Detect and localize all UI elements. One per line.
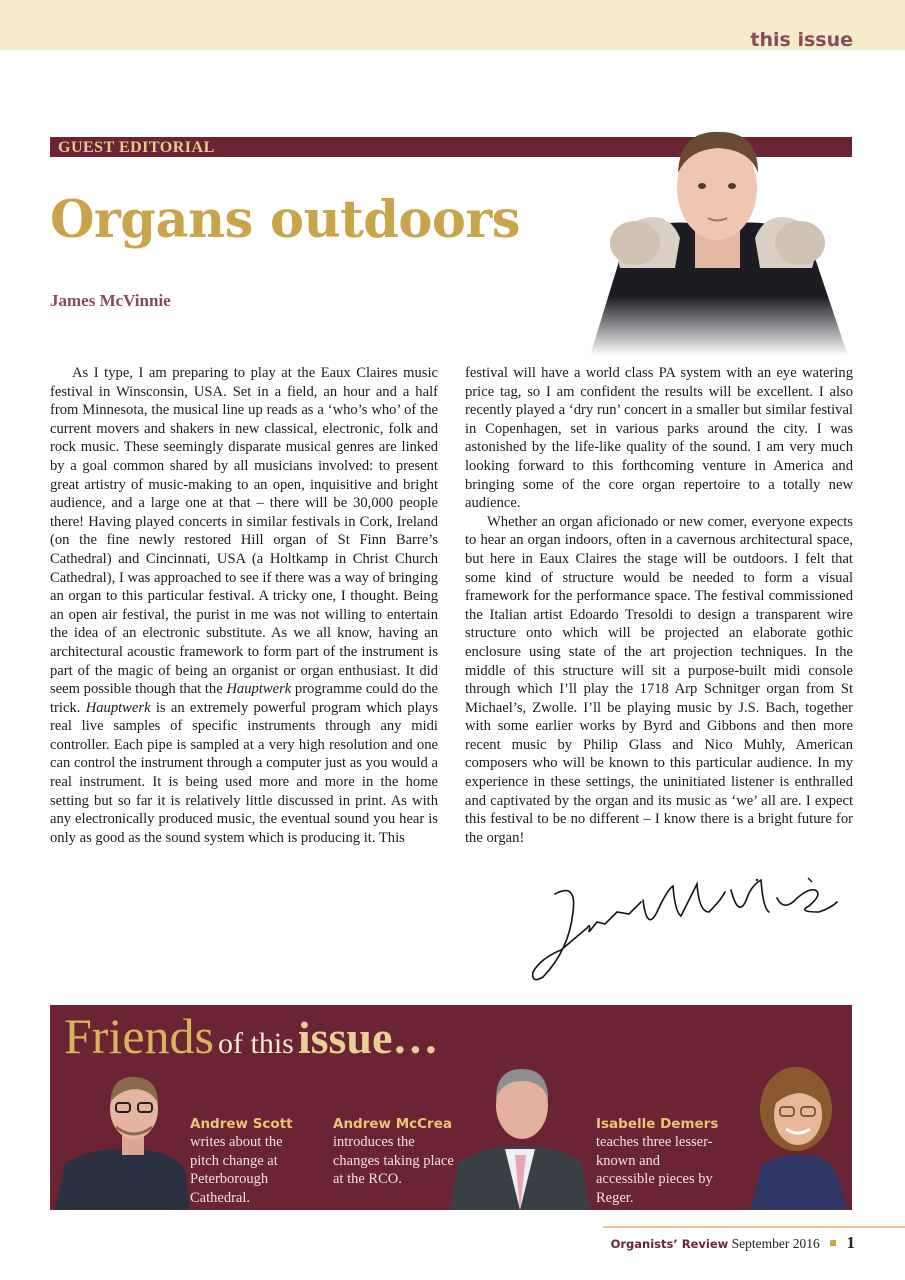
friends-title-word: Friends [64, 1008, 214, 1064]
friend-entry [190, 1115, 315, 1207]
friends-title-issue: issue… [297, 1012, 439, 1063]
issue-date: September 2016 [731, 1236, 820, 1251]
page-footer [611, 1233, 855, 1253]
article-left-column [50, 364, 438, 847]
friend-entry [333, 1115, 458, 1189]
author-signature [525, 872, 845, 987]
section-label: this issue [750, 29, 853, 51]
friend-name: Isabelle Demers [596, 1116, 719, 1132]
friend-description: introduces the changes taking place at the RCO. [333, 1134, 454, 1188]
friend-description: teaches three lesser-known and accessible pieces by Reger. [596, 1134, 713, 1206]
paragraph: Whether an organ aficionado or new comer, everyone expects to hear an organ indoors, often in a cavernous architectural space, but here in Eaux Claires the stage will be outdoors. I felt that some kind of structure would be needed to form a visual framework for the performance space. The festival commissioned the Italian artist Edoardo Tresoldi to design a transparent wire structure onto which will be projected an elaborate gothic enclosure using state of the art projection techniques. In the middle of this structure will sit a purpose-built midi console through which I’ll play the 1718 Arp Schnitger organ from St Michael’s, Zwolle. I’ll be playing music by J.S. Bach, together with some earlier works by Byrd and Gibbons and then more recent music by Philip Glass and Nico Muhly, American composers who will be known to this particular audience. In my experience in these settings, the uninitiated listener is enthralled and captivated by the organ and its music as ‘we’ all are. I expect this festival to be no different – I know there is a bright future for the organ! [465, 513, 853, 846]
andrew-mccrea-photo [450, 1063, 590, 1210]
friend-name: Andrew Scott [190, 1116, 293, 1132]
author-portrait [580, 118, 852, 356]
andrew-scott-photo [50, 1069, 190, 1210]
footer-square-icon [830, 1240, 836, 1246]
friend-name: Andrew McCrea [333, 1116, 452, 1132]
paragraph: festival will have a world class PA system with an eye watering price tag, so I am confident the results will be excellent. I also recently played a ‘dry run’ concert in a smaller but similar festival in Copenhagen, set in various parks around the city. I was astonished by the life-like quality of the sound. I am very much looking forward to this forthcoming venture in America and bringing some of the core organ repertoire to a totally new audience. [465, 365, 853, 512]
friends-title-connector: of this [218, 1027, 294, 1060]
friends-title [64, 1007, 438, 1065]
page-number: 1 [846, 1233, 855, 1252]
author-byline: James McVinnie [50, 291, 171, 310]
category-label: GUEST EDITORIAL [58, 139, 215, 156]
article-right-column [465, 364, 853, 847]
paragraph: As I type, I am preparing to play at the Eaux Claires music festival in Winsconsin, USA. Set in a field, an hour and a half from Minnesota, the musical line up reads as a ‘who’s who’ of the current movers and shakers in new classical, electronic, folk and rock music. These seemingly disparate musical genres are linked by a goal common shared by all musicians involved: to present great artistry of music-making to an open, inquisitive and bright audience, and a large one at that – there will be 30,000 people there! Having played concerts in similar festivals in Cork, Ireland (on the fine newly restored Hill organ of St Finn Barre’s Cathedral) and Cincinnati, USA (a Holtkamp in Christ Church Cathedral), I was approached to see if there was a way of bringing an organ to this particular festival. A tricky one, I thought. Being an open air festival, the purist in me was not willing to entertain the idea of an electronic substitute. As we all know, having an architectural acoustic framework to form part of the instrument is part of the magic of being an organist or organ enthusiast. It did seem possible though that the Hauptwerk programme could do the trick. Hauptwerk is an extremely powerful program which plays real live samples of specific instruments through any midi controller. Each pipe is sampled at a very high resolution and one can control the instrument through a computer just as you would a real instrument. It is being used more and more in the home setting but so far it is relatively little discussed in print. As with any electronically produced music, the eventual sound you hear is only as good as the sound system which is producing it. This [50, 365, 439, 846]
magazine-name: Organists’ Review [610, 1237, 729, 1251]
friends-of-this-issue-panel [50, 1005, 852, 1210]
isabelle-demers-photo [740, 1061, 852, 1210]
friend-description: writes about the pitch change at Peterborough Cathedral. [190, 1134, 283, 1206]
top-band [0, 0, 905, 50]
friend-entry [596, 1115, 721, 1207]
footer-rule [603, 1226, 905, 1228]
article-title: Organs outdoors [50, 190, 520, 250]
